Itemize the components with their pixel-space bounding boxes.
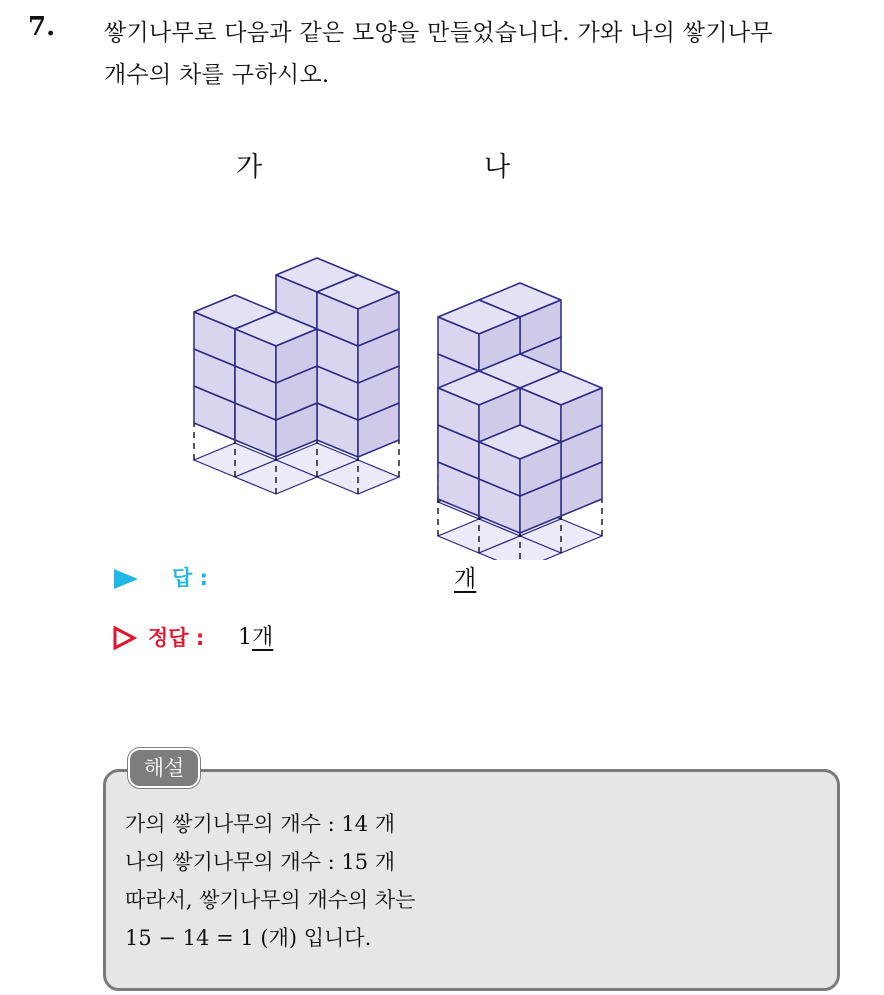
answer-row: [112, 560, 612, 600]
play-arrow-icon: [112, 567, 142, 591]
solution-line-1: 가의 쌓기나무의 개수 : 14 개: [125, 812, 396, 836]
correct-answer-value: [238, 620, 273, 651]
answer-label: 답 :: [172, 566, 208, 590]
correct-value-number: 1: [238, 625, 252, 650]
solution-line-3: 따라서, 쌓기나무의 개수의 차는: [125, 888, 416, 912]
correct-value-unit: 개: [252, 625, 274, 650]
solution-line-4: 15 − 14 = 1 (개) 입니다.: [125, 926, 372, 950]
question-line-1: 쌓기나무로 다음과 같은 모양을 만들었습니다. 가와 나의 쌓기나무: [104, 20, 773, 46]
block-shape-a: [194, 258, 399, 494]
block-shape-b: [438, 283, 602, 560]
answer-unit: 개: [454, 566, 477, 592]
question-line-2: 개수의 차를 구하시오.: [104, 62, 330, 88]
question-number: 7.: [28, 12, 56, 42]
figure-label-b: 나: [484, 152, 511, 183]
outline-arrow-icon: [112, 626, 138, 650]
correct-answer-row: [112, 620, 612, 660]
correct-answer-label: 정답 :: [148, 626, 205, 650]
solution-line-2: 나의 쌓기나무의 개수 : 15 개: [125, 850, 396, 874]
solution-text: [125, 805, 825, 957]
solution-tab: 해설: [128, 748, 200, 788]
figure-label-a: 가: [236, 152, 263, 183]
